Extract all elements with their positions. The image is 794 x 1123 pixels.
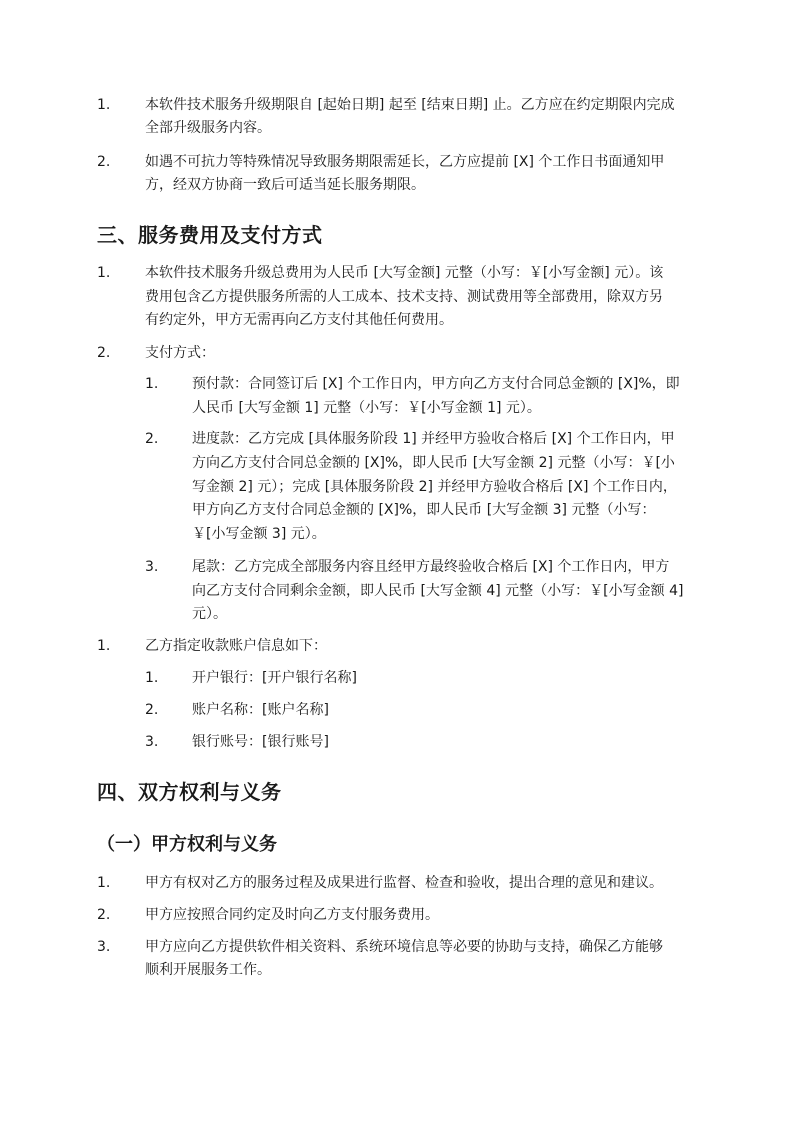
list-item-line: 如遇不可抗力等特殊情况导致服务期限需延长，乙方应提前 [X] 个工作日书面通知甲 — [145, 154, 665, 170]
list-number: 1. — [97, 97, 111, 113]
sublist-item-line: 人民币 [大写金额 1] 元整（小写：￥[小写金额 1] 元）。 — [192, 400, 541, 416]
section-heading: 四、双方权利与义务 — [97, 780, 282, 804]
sublist-item-line: 账户名称：[账户名称] — [192, 702, 329, 718]
list-number: 3. — [97, 939, 111, 955]
sublist-item-line: ￥[小写金额 3] 元）。 — [192, 526, 326, 542]
list-item-line: 甲方应向乙方提供软件相关资料、系统环境信息等必要的协助与支持，确保乙方能够 — [145, 939, 663, 955]
sublist-number: 1. — [145, 670, 159, 686]
list-number: 2. — [97, 907, 111, 923]
subsection-heading: （一）甲方权利与义务 — [97, 834, 277, 855]
list-item-line: 顺利开展服务工作。 — [145, 962, 271, 978]
sublist-item-line: 进度款：乙方完成 [具体服务阶段 1] 并经甲方验收合格后 [X] 个工作日内，甲 — [192, 431, 675, 447]
list-item-line: 本软件技术服务升级总费用为人民币 [大写金额] 元整（小写：￥[小写金额] 元）。该 — [145, 265, 664, 281]
list-number: 1. — [97, 638, 111, 654]
sublist-item-line: 预付款：合同签订后 [X] 个工作日内，甲方向乙方支付合同总金额的 [X]%，即 — [192, 376, 680, 392]
sublist-number: 2. — [145, 702, 159, 718]
sublist-number: 3. — [145, 734, 159, 750]
sublist-item-line: 元）。 — [192, 606, 227, 622]
list-item-line: 甲方应按照合同约定及时向乙方支付服务费用。 — [145, 907, 439, 923]
sublist-item-line: 开户银行：[开户银行名称] — [192, 670, 357, 686]
list-item-line: 全部升级服务内容。 — [145, 120, 271, 136]
list-number: 1. — [97, 875, 111, 891]
sublist-item-line: 甲方向乙方支付合同总金额的 [X]%，即人民币 [大写金额 3] 元整（小写： — [192, 502, 656, 518]
sublist-item-line: 银行账号：[银行账号] — [192, 734, 329, 750]
list-number: 2. — [97, 154, 111, 170]
section-heading: 三、服务费用及支付方式 — [97, 223, 323, 247]
sublist-number: 2. — [145, 431, 159, 447]
list-item-line: 支付方式： — [145, 345, 215, 361]
list-item-line: 甲方有权对乙方的服务过程及成果进行监督、检查和验收，提出合理的意见和建议。 — [145, 875, 663, 891]
sublist-number: 1. — [145, 376, 159, 392]
list-item-line: 方，经双方协商一致后可适当延长服务期限。 — [145, 177, 425, 193]
list-number: 1. — [97, 265, 111, 281]
list-item-line: 费用包含乙方提供服务所需的人工成本、技术支持、测试费用等全部费用，除双方另 — [145, 289, 663, 305]
sublist-item-line: 向乙方支付合同剩余金额，即人民币 [大写金额 4] 元整（小写：￥[小写金额 4] — [192, 583, 684, 599]
sublist-number: 3. — [145, 559, 159, 575]
sublist-item-line: 写金额 2] 元）；完成 [具体服务阶段 2] 并经甲方验收合格后 [X] 个工作日内， — [192, 479, 677, 495]
list-item-line: 有约定外，甲方无需再向乙方支付其他任何费用。 — [145, 312, 453, 328]
list-item-line: 本软件技术服务升级期限自 [起始日期] 起至 [结束日期] 止。乙方应在约定期限内完成 — [145, 97, 675, 113]
list-item-line: 乙方指定收款账户信息如下： — [145, 638, 327, 654]
sublist-item-line: 尾款：乙方完成全部服务内容且经甲方最终验收合格后 [X] 个工作日内，甲方 — [192, 559, 670, 575]
sublist-item-line: 方向乙方支付合同总金额的 [X]%，即人民币 [大写金额 2] 元整（小写：￥[小 — [192, 455, 675, 471]
list-number: 2. — [97, 345, 111, 361]
